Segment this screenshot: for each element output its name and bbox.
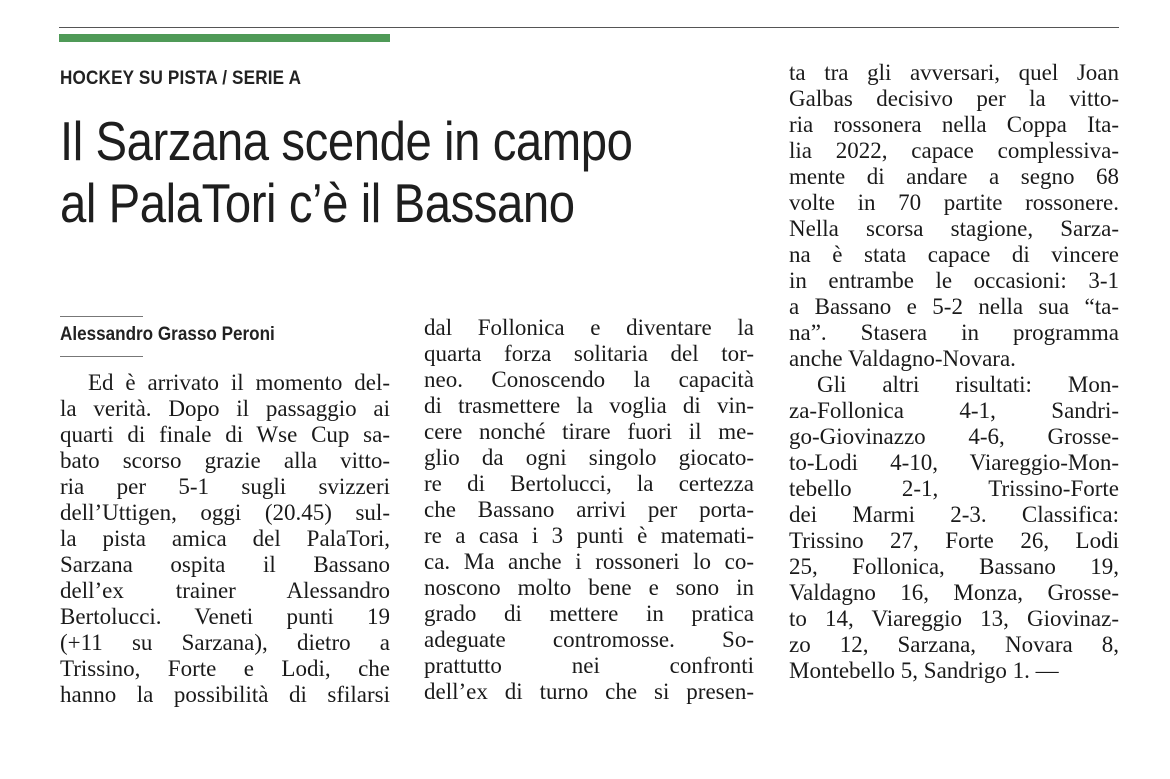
column-line: che Bassano arrivi per porta- xyxy=(424,497,754,522)
column-line: Trissino, Forte e Lodi, che xyxy=(60,656,390,681)
column-line: re di Bertolucci, la certezza xyxy=(424,471,754,496)
column-line: go-Giovinazzo 4-6, Grosse- xyxy=(789,424,1119,449)
column-line: noscono molto bene e sono in xyxy=(424,575,754,600)
column-line: dell’Uttigen, oggi (20.45) sul- xyxy=(60,500,390,525)
column-line: tebello 2-1, Trissino-Forte xyxy=(789,476,1119,501)
article-column-3 xyxy=(789,60,1119,684)
column-line: bato scorso grazie alla vitto- xyxy=(60,448,390,473)
column-line: 25, Follonica, Bassano 19, xyxy=(789,554,1119,579)
column-line: dei Marmi 2-3. Classifica: xyxy=(789,502,1119,527)
column-line: quarta forza solitaria del tor- xyxy=(424,341,754,366)
column-line: to 14, Viareggio 13, Giovinaz- xyxy=(789,606,1119,631)
column-line: Montebello 5, Sandrigo 1. — xyxy=(789,658,1059,683)
column-line: neo. Conoscendo la capacità xyxy=(424,367,754,392)
article-headline xyxy=(60,110,679,234)
column-line: Trissino 27, Forte 26, Lodi xyxy=(789,528,1119,553)
top-rule xyxy=(59,27,1119,28)
column-line: Nella scorsa stagione, Sarza- xyxy=(789,216,1119,241)
article-byline: Alessandro Grasso Peroni xyxy=(60,324,275,345)
column-line: ta tra gli avversari, quel Joan xyxy=(789,60,1119,85)
column-line: Gli altri risultati: Mon- xyxy=(817,372,1119,397)
column-line: la verità. Dopo il passaggio ai xyxy=(60,396,390,421)
column-line: la pista amica del PalaTori, xyxy=(60,526,390,551)
column-line: adeguate contromosse. So- xyxy=(424,627,754,652)
column-line: in entrambe le occasioni: 3-1 xyxy=(789,268,1119,293)
column-line: glio da ogni singolo giocato- xyxy=(424,445,754,470)
article-kicker: HOCKEY SU PISTA / SERIE A xyxy=(60,68,302,89)
column-line: volte in 70 partite rossonere. xyxy=(789,190,1119,215)
column-line: Ed è arrivato il momento del- xyxy=(88,370,390,395)
column-line: za-Follonica 4-1, Sandri- xyxy=(789,398,1119,423)
column-line: ria per 5-1 sugli svizzeri xyxy=(60,474,390,499)
column-line: ca. Ma anche i rossoneri lo co- xyxy=(424,549,754,574)
column-line: Bertolucci. Veneti punti 19 xyxy=(60,604,390,629)
column-line: lia 2022, capace complessiva- xyxy=(789,138,1119,163)
column-line: (+11 su Sarzana), dietro a xyxy=(60,630,390,655)
column-line: dal Follonica e diventare la xyxy=(424,315,754,340)
article-column-1 xyxy=(60,370,390,708)
column-line: a Bassano e 5-2 nella sua “ta- xyxy=(789,294,1119,319)
column-line: anche Valdagno-Novara. xyxy=(789,346,1016,371)
column-line: na è stata capace di vincere xyxy=(789,242,1119,267)
column-line: ria rossonera nella Coppa Ita- xyxy=(789,112,1119,137)
section-accent-bar xyxy=(59,34,390,42)
column-line: na”. Stasera in programma xyxy=(789,320,1119,345)
column-line: hanno la possibilità di sfilarsi xyxy=(60,682,390,707)
column-line: zo 12, Sarzana, Novara 8, xyxy=(789,632,1119,657)
byline-rule-bottom xyxy=(60,356,143,357)
column-line: mente di andare a segno 68 xyxy=(789,164,1119,189)
column-line: to-Lodi 4-10, Viareggio-Mon- xyxy=(789,450,1119,475)
column-line: quarti di finale di Wse Cup sa- xyxy=(60,422,390,447)
column-line: grado di mettere in pratica xyxy=(424,601,754,626)
column-line: prattutto nei confronti xyxy=(424,653,754,678)
article-column-2 xyxy=(424,315,754,705)
byline-rule-top xyxy=(60,316,143,317)
column-line: cere nonché tirare fuori il me- xyxy=(424,419,754,444)
column-line: di trasmettere la voglia di vin- xyxy=(424,393,754,418)
column-line: Galbas decisivo per la vitto- xyxy=(789,86,1119,111)
headline-line-2: al PalaTori c’è il Bassano xyxy=(60,172,575,234)
column-line: Valdagno 16, Monza, Grosse- xyxy=(789,580,1119,605)
column-line: dell’ex di turno che si presen- xyxy=(424,679,754,704)
column-line: Sarzana ospita il Bassano xyxy=(60,552,390,577)
column-line: re a casa i 3 punti è matemati- xyxy=(424,523,754,548)
column-line: dell’ex trainer Alessandro xyxy=(60,578,390,603)
headline-line-1: Il Sarzana scende in campo xyxy=(60,110,633,172)
